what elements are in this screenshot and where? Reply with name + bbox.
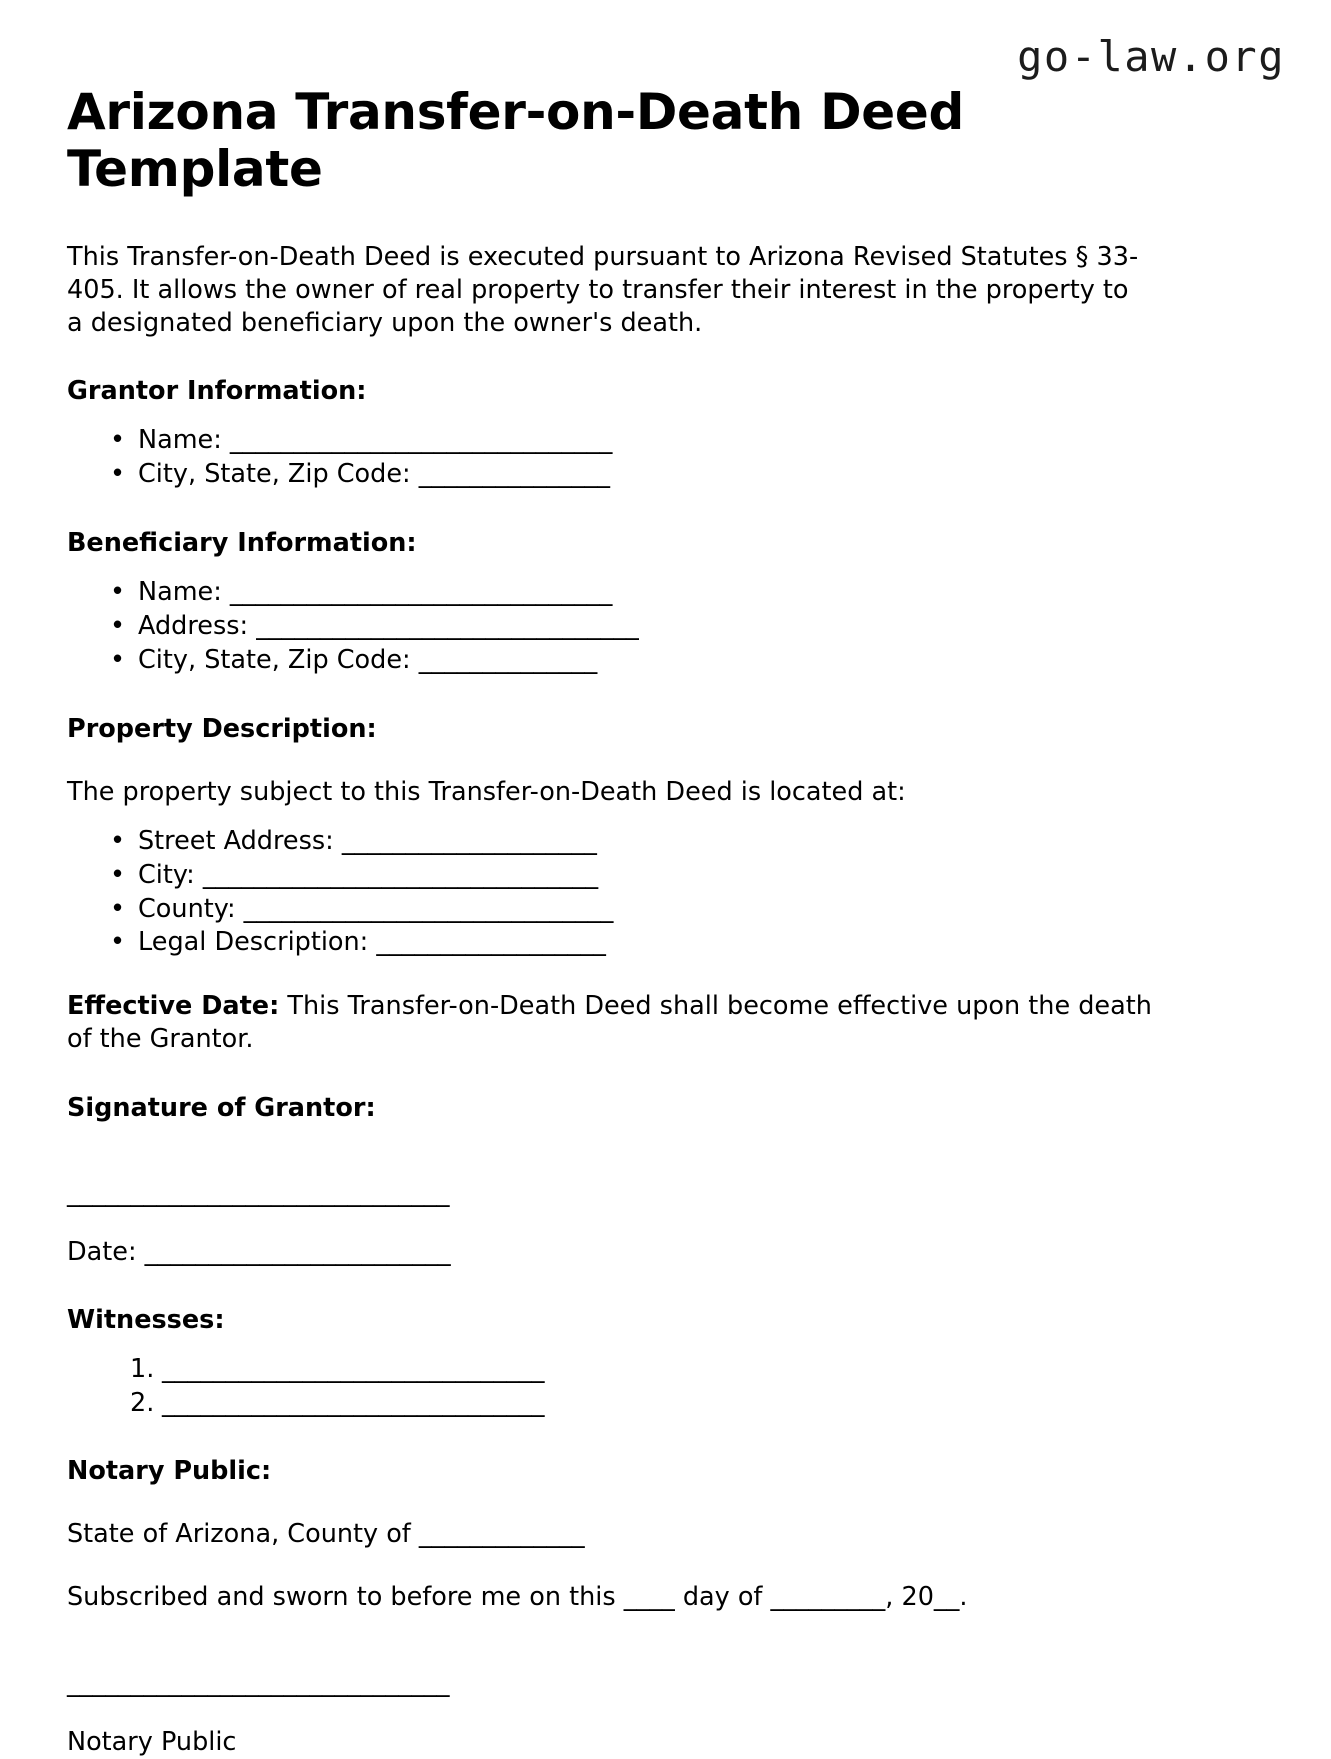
site-watermark: go-law.org <box>1017 32 1285 81</box>
list-item: • County: _____________________________ <box>138 893 1152 927</box>
property-section-heading: Property Description: <box>67 713 377 744</box>
signature-section-heading: Signature of Grantor: <box>67 1092 376 1123</box>
grantor-date-line: Date: ________________________ <box>67 1236 451 1267</box>
notary-state-county-line: State of Arizona, County of _____________ <box>67 1519 585 1550</box>
beneficiary-section-heading: Beneficiary Information: <box>67 528 417 559</box>
grantor-signature-line: ______________________________ <box>67 1177 450 1208</box>
list-item: • Name: ______________________________ <box>138 576 1152 610</box>
grantor-field-list <box>67 424 1152 492</box>
list-item: ______________________________ <box>162 1353 545 1384</box>
list-item: • City: _______________________________ <box>138 859 1152 893</box>
list-item: • Address: ______________________________ <box>138 610 1152 644</box>
beneficiary-field-list <box>67 576 1152 678</box>
list-item: • Name: ______________________________ <box>138 424 1152 458</box>
notary-section-heading: Notary Public: <box>67 1456 272 1487</box>
notary-signature-caption: Notary Public <box>67 1726 237 1757</box>
list-item: • Legal Description: __________________ <box>138 926 1152 960</box>
list-item: • City, State, Zip Code: _______________ <box>138 458 1152 492</box>
list-item: ______________________________ <box>162 1387 545 1418</box>
effective-date-label: Effective Date: <box>67 991 280 1022</box>
effective-date-text: This Transfer-on-Death Deed shall become effective upon the death of the Grantor. <box>67 991 1152 1055</box>
property-intro-paragraph: The property subject to this Transfer-on-Death Deed is located at: <box>67 776 906 807</box>
intro-paragraph: This Transfer-on-Death Deed is executed pursuant to Arizona Revised Statutes § 33-405. It allows the owner of real property to transfer their interest in the property to a designated beneficiary upon the owner's death. <box>67 242 1139 339</box>
notary-signature-line: ______________________________ <box>67 1667 450 1698</box>
list-item: • City, State, Zip Code: ______________ <box>138 644 1152 678</box>
grantor-section-heading: Grantor Information: <box>67 376 367 407</box>
document-content <box>67 84 1152 1759</box>
property-field-list <box>67 825 1152 961</box>
effective-date-paragraph <box>67 990 1152 1056</box>
page-title: Arizona Transfer-on-Death Deed Template <box>67 83 965 198</box>
list-item: • Street Address: ____________________ <box>138 825 1152 859</box>
witness-list <box>67 1353 1152 1421</box>
notary-sworn-line: Subscribed and sworn to before me on this ____ day of _________, 20__. <box>67 1582 968 1613</box>
witnesses-section-heading: Witnesses: <box>67 1304 225 1335</box>
